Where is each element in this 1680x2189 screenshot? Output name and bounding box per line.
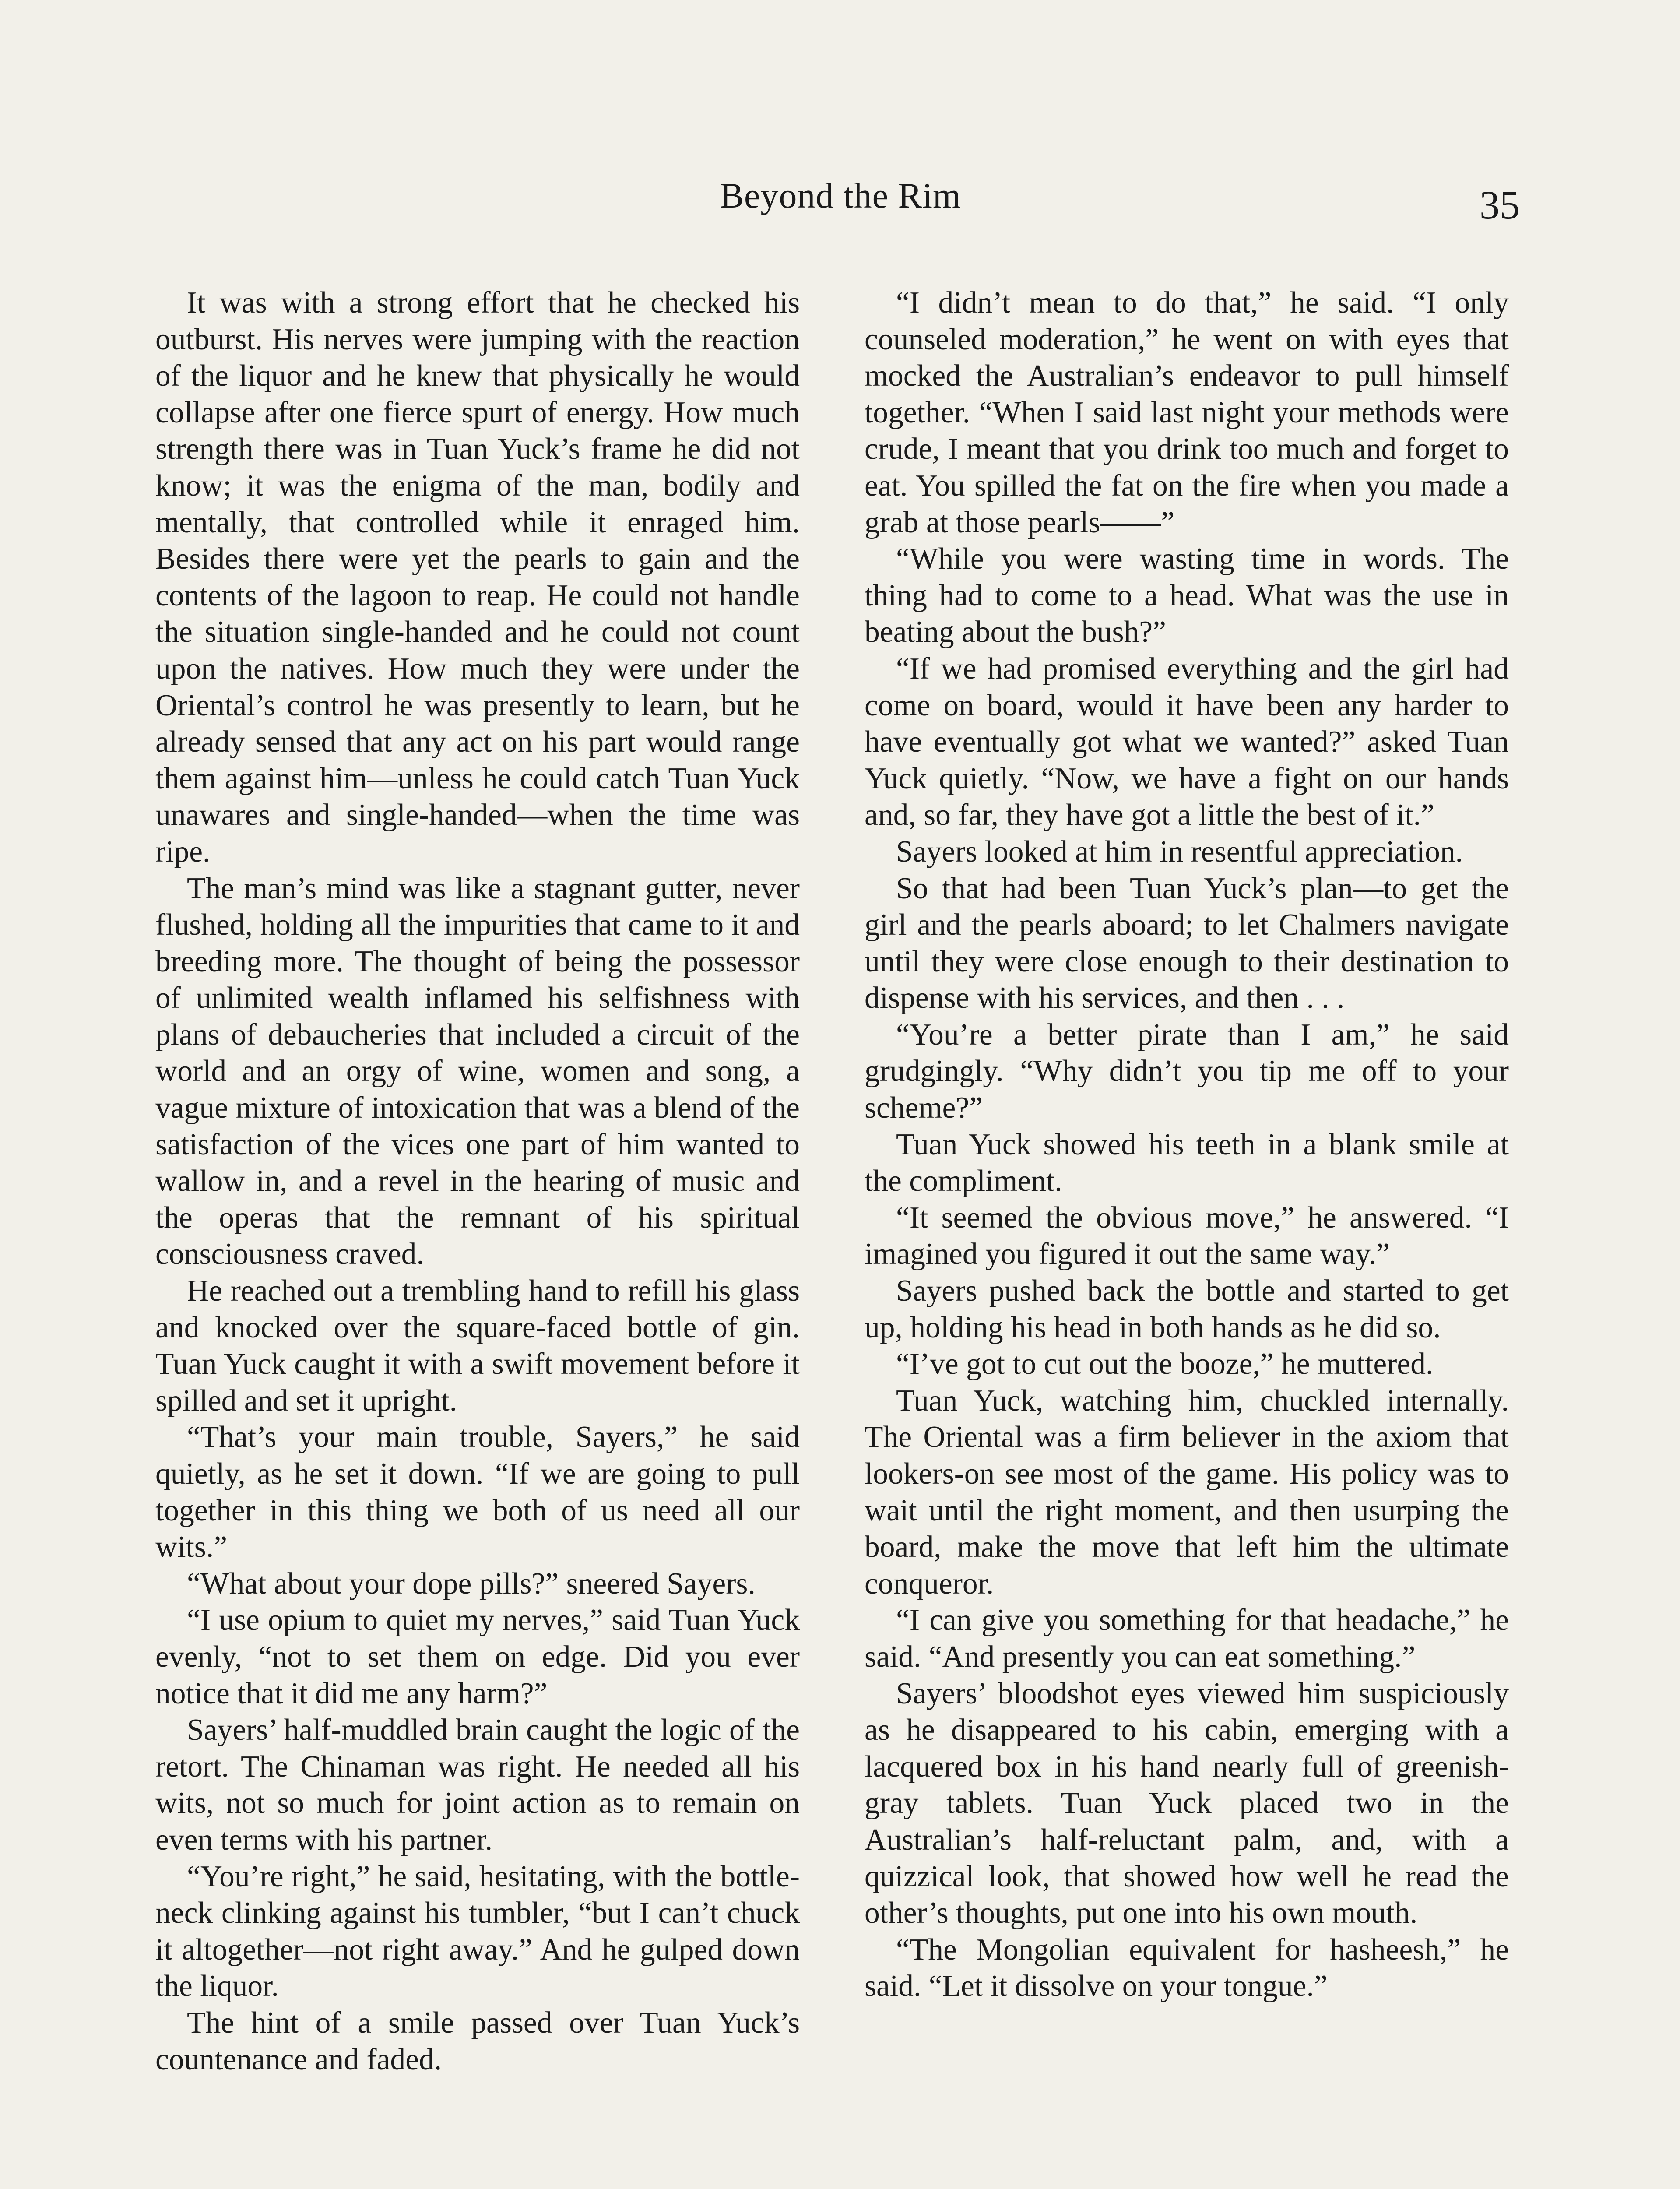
paragraph: He reached out a trembling hand to refill his glass and knocked over the square-faced bottle of gin. Tuan Yuck caught it with a swift movement before it spilled and set it upright.	[155, 1274, 800, 1418]
page-header	[0, 175, 1680, 232]
paragraph: “It seemed the obvious move,” he answered. “I imagined you figured it out the same way.”	[865, 1200, 1509, 1271]
left-column	[155, 285, 800, 2078]
paragraph: “If we had promised everything and the girl had come on board, would it have been any harder to have eventually got what we wanted?” asked Tuan Yuck quietly. “Now, we have a fight on our hands and, so far, they have got a little the best of it.”	[865, 651, 1509, 832]
paragraph: “I didn’t mean to do that,” he said. “I only counseled moderation,” he went on with eyes that mocked the Australian’s endeavor to pull himself together. “When I said last night your methods were crude, I meant that you drink too much and forget to eat. You spilled the fat on the fire when you made a grab at those pearls——”	[865, 286, 1509, 539]
paragraph: “That’s your main trouble, Sayers,” he said quietly, as he set it down. “If we are going to pull together in this thing we both of us need all our wits.”	[155, 1420, 800, 1564]
paragraph: Sayers pushed back the bottle and started to get up, holding his head in both hands as he did so.	[865, 1274, 1509, 1344]
paragraph: “You’re right,” he said, hesitating, with the bottle-neck clinking against his tumbler, “but I can’t chuck it altogether—not right away.” And he gulped down the liquor.	[155, 1859, 800, 2003]
paragraph: “I can give you something for that headache,” he said. “And presently you can eat something.”	[865, 1603, 1509, 1674]
paragraph: The hint of a smile passed over Tuan Yuck’s countenance and faded.	[155, 2006, 800, 2076]
paragraph: The man’s mind was like a stagnant gutter, never flushed, holding all the impurities that came to it and breeding more. The thought of being the possessor of unlimited wealth inflamed his selfishness with plans of debaucheries that included a circuit of the world and an orgy of wine, women and song, a vague mixture of intoxication that was a blend of the satisfaction of the vices one part of him wanted to wallow in, and a revel in the hearing of music and the operas that the remnant of his spiritual consciousness craved.	[155, 871, 800, 1271]
paragraph: “I’ve got to cut out the booze,” he muttered.	[896, 1347, 1434, 1381]
running-title: Beyond the Rim	[720, 176, 961, 215]
right-column	[865, 285, 1509, 2005]
paragraph: “While you were wasting time in words. The thing had to come to a head. What was the use in beating about the bush?”	[865, 542, 1509, 649]
paragraph: “I use opium to quiet my nerves,” said Tuan Yuck evenly, “not to set them on edge. Did you ever notice that it did me any harm?”	[155, 1603, 800, 1710]
paragraph: It was with a strong effort that he checked his outburst. His nerves were jumping with the reaction of the liquor and he knew that physically he would collapse after one fierce spurt of energy. How much strength there was in Tuan Yuck’s frame he did not know; it was the enigma of the man, bodily and mentally, that controlled while it enraged him. Besides there were yet the pearls to gain and the contents of the lagoon to reap. He could not handle the situation single-handed and he could not count upon the natives. How much they were under the Oriental’s control he was presently to learn, but he already sensed that any act on his part would range them against him—unless he could catch Tuan Yuck unawares and single-handed—when the time was ripe.	[155, 286, 800, 869]
paragraph: Tuan Yuck, watching him, chuckled internally. The Oriental was a firm believer in the axiom that lookers-on see most of the game. His policy was to wait until the right moment, and then usurping the board, make the move that left him the ultimate conqueror.	[865, 1383, 1509, 1601]
paragraph: “What about your dope pills?” sneered Sayers.	[187, 1566, 756, 1601]
paragraph: Sayers’ bloodshot eyes viewed him suspiciously as he disappeared to his cabin, emerging with a lacquered box in his hand nearly full of greenish-gray tablets. Tuan Yuck placed two in the Australian’s half-reluctant palm, and, with a quizzical look, that showed how well he read the other’s thoughts, put one into his own mouth.	[865, 1676, 1509, 1930]
paragraph: “The Mongolian equivalent for hasheesh,” he said. “Let it dissolve on your tongue.”	[865, 1932, 1509, 2003]
paragraph: Sayers’ half-muddled brain caught the logic of the retort. The Chinaman was right. He needed all his wits, not so much for joint action as to remain on even terms with his partner.	[155, 1713, 800, 1857]
paragraph: Sayers looked at him in resentful appreciation.	[896, 834, 1463, 869]
paragraph: So that had been Tuan Yuck’s plan—to get the girl and the pearls aboard; to let Chalmers navigate until they were close enough to their destination to dispense with his services, and then . . .	[865, 871, 1509, 1015]
page-number: 35	[1480, 183, 1520, 227]
paragraph: Tuan Yuck showed his teeth in a blank smile at the compliment.	[865, 1127, 1509, 1198]
paragraph: “You’re a better pirate than I am,” he said grudgingly. “Why didn’t you tip me off to your scheme?”	[865, 1017, 1509, 1125]
